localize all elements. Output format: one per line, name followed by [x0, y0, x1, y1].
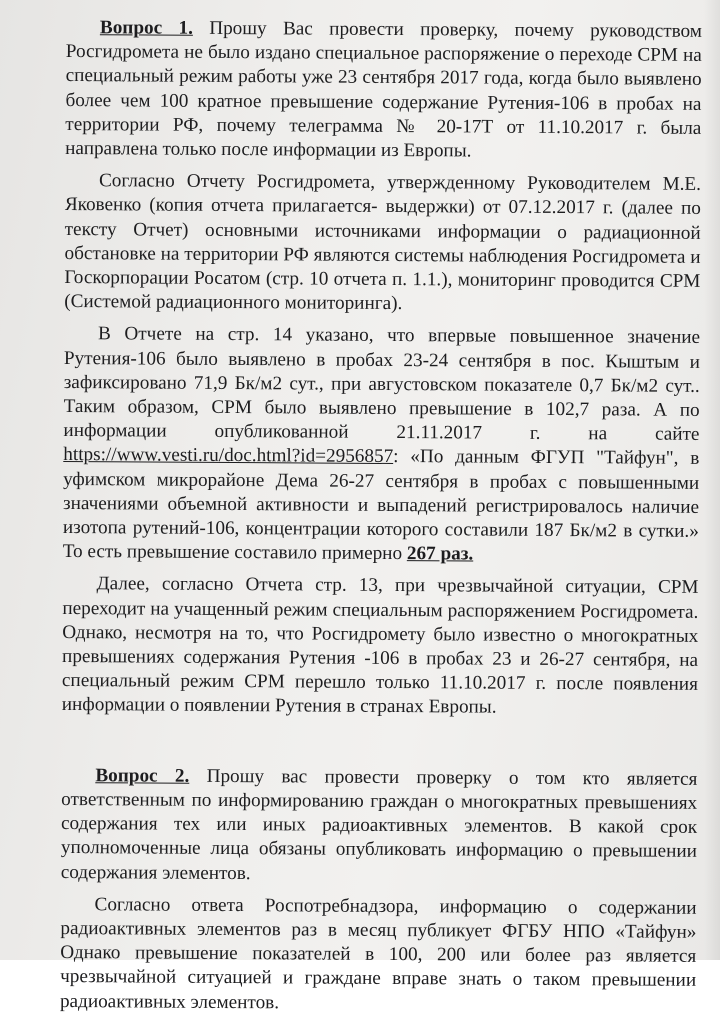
question-2-paragraph	[61, 764, 698, 889]
document-body	[60, 16, 702, 1018]
special-mode-paragraph: Далее, согласно Отчета стр. 13, при чрезвычайной ситуации, СРМ переходит на учащенный режим специальным распоряжением Росгидромета. Однако, несмотря на то, что Росгидромету было известно о многократных превышениях содержания Рутения -106 в пробах 23 и 26-27 сентября, на специальный режим СРМ перешло только 11.10.2017 г. после появления информации о появлении Рутения в странах Европы.	[61, 573, 699, 719]
question-1-label: Вопрос 1.	[99, 17, 193, 39]
ruthenium-detection-text-b: : «По данным ФГУП "Тайфун", в уфимском микрорайоне Дема 26-27 сентября в пробах с повышенными значениями объемной активности и выпадений регистрировалось наличие изотопа рутений-106, концентрации которого составили 187 Бк/м2 в сутки.» То есть превышение составило примерно	[62, 446, 700, 565]
question-1-paragraph	[65, 16, 702, 165]
question-2-label: Вопрос 2.	[95, 764, 190, 787]
ruthenium-detection-text-a: В Отчете на стр. 14 указано, что впервые повышенное значение Рутения-106 было выявлено в пробах 23-24 сентября в пос. Кыштым и зафиксировано 71,9 Бк/м2 сут., при августовском показателе 0,7 Бк/м2 сут.. Таким образом, СРМ было выявлено превышение в 102,7 раза. А по информации опубликованной 21.11.2017 г. на сайте	[63, 323, 701, 446]
report-sources-paragraph: Согласно Отчету Росгидромета, утвержденному Руководителем М.Е. Яковенко (копия отчета прилагается- выдержки) от 07.12.2017 г. (далее по тексту Отчет) основными источниками информации о радиационной обстановке на территории РФ являются системы наблюдения Росгидромета и Госкорпорации Росатом (стр. 10 отчета п. 1.1.), мониторинг проводится СРМ (Системой радиационного мониторинга).	[64, 170, 702, 315]
question-2-text: Прошу вас провести проверку о том кто является ответственным по информированию граждан о многократных превышениях содержания тех или иных радиоактивных элементов. В какой срок уполномоченные лица обязаны опубликовать информацию о превышении содержания элементов.	[60, 765, 698, 884]
rospotrebnadzor-paragraph: Согласно ответа Роспотребнадзора, информацию о содержании радиоактивных элементов раз в месяц публикует ФГБУ НПО «Тайфун» Однако превышение показателей в 100, 200 или более раз является чрезвычайной ситуацией и граждане вправе знать о таком превышении радиоактивных элементов.	[59, 893, 697, 1013]
excess-highlight: 267 раз.	[406, 543, 474, 565]
ruthenium-detection-paragraph	[63, 322, 700, 568]
vesti-link[interactable]: https://www.vesti.ru/doc.html?id=2956857	[63, 444, 394, 468]
page-edge-shadow	[704, 0, 720, 960]
question-1-text: Прошу Вас провести проверку, почему руководством Росгидромета не было издано специальное распоряжение о переходе СРМ на специальный режим работы уже 23 сентября 2017 года, когда было выявлено более чем 100 кратное превышение содержание Рутения-106 в пробах на территории РФ, почему телеграмма № 20-17Т от 11.10.2017 г. была направлена только после информации из Европы.	[65, 17, 702, 162]
